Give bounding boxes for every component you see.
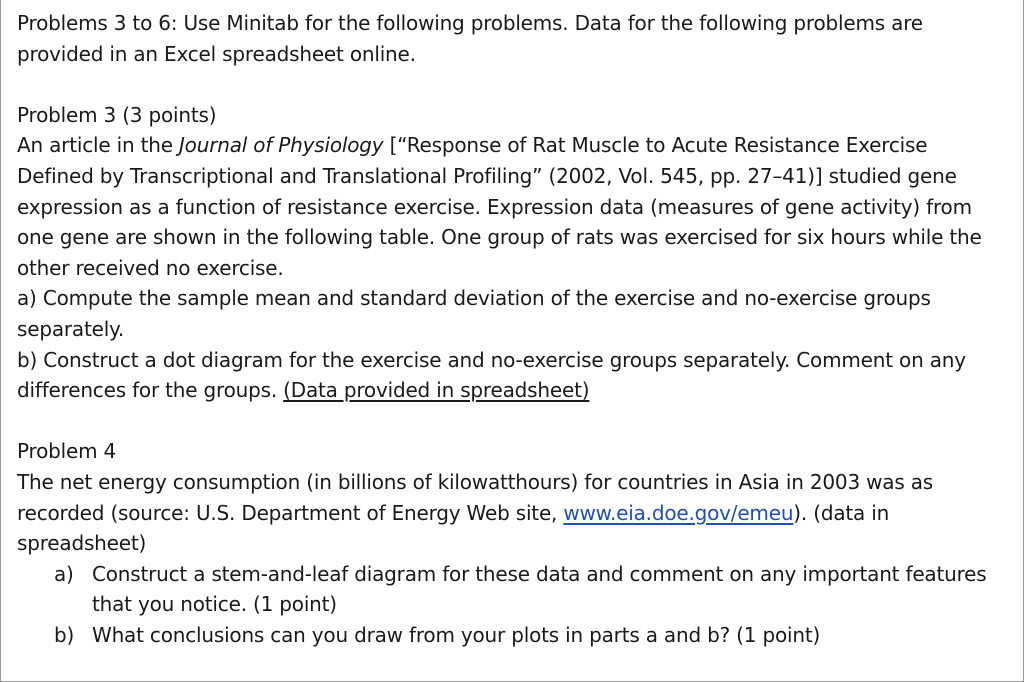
problem-3-body-pre: An article in the xyxy=(17,133,179,158)
problem-4-body-pre: The net energy consumption (in billions of kilowatthours) for countries in Asia in 2003 was as recorded (source: U.S. Department of Energy Web site, xyxy=(17,469,934,525)
journal-title: Journal of Physiology xyxy=(178,133,384,158)
problem-4-parts-list xyxy=(17,559,1009,651)
list-item-text: What conclusions can you draw from your plots in parts a and b? (1 point) xyxy=(92,622,821,647)
problem-4-body xyxy=(17,467,1009,559)
problem-3-part-b xyxy=(17,345,1009,406)
paragraph-gap xyxy=(17,69,1009,100)
data-spreadsheet-link[interactable]: (Data provided in spreadsheet) xyxy=(283,378,590,403)
eia-website-link[interactable]: www.eia.doe.gov/emeu xyxy=(563,500,794,525)
list-item xyxy=(17,620,1009,651)
problem-3-part-b-text: b) Construct a dot diagram for the exercise and no-exercise groups separately. Comment on any differences for the groups. xyxy=(17,347,966,403)
list-marker: a) xyxy=(54,561,74,586)
intro-paragraph: Problems 3 to 6: Use Minitab for the following problems. Data for the following problems are provided in an Excel spreadsheet online. xyxy=(17,11,923,66)
problem-3-body xyxy=(17,130,1009,283)
list-item-text: Construct a stem-and-leaf diagram for these data and comment on any important features that you notice. (1 point) xyxy=(92,561,987,617)
problem-4-heading: Problem 4 xyxy=(17,439,117,464)
problem-4-body-post: ). (data in spreadsheet) xyxy=(17,500,890,556)
problem-3-heading: Problem 3 (3 points) xyxy=(17,102,217,127)
list-item xyxy=(17,559,1009,620)
paragraph-gap xyxy=(17,406,1009,437)
problem-3-body-post: [“Response of Rat Muscle to Acute Resistance Exercise Defined by Transcriptional and Translational Profiling” (2002, Vol. 545, pp. 27–41)] studied gene expression as a function of resistance exercise. Expression data (measures of gene activity) from one gene are shown in the following table. One group of rats was exercised for six hours while the other received no exercise. xyxy=(17,133,982,280)
problem-3-part-a: a) Compute the sample mean and standard deviation of the exercise and no-exercise groups separately. xyxy=(17,286,931,341)
list-marker: b) xyxy=(54,622,75,647)
